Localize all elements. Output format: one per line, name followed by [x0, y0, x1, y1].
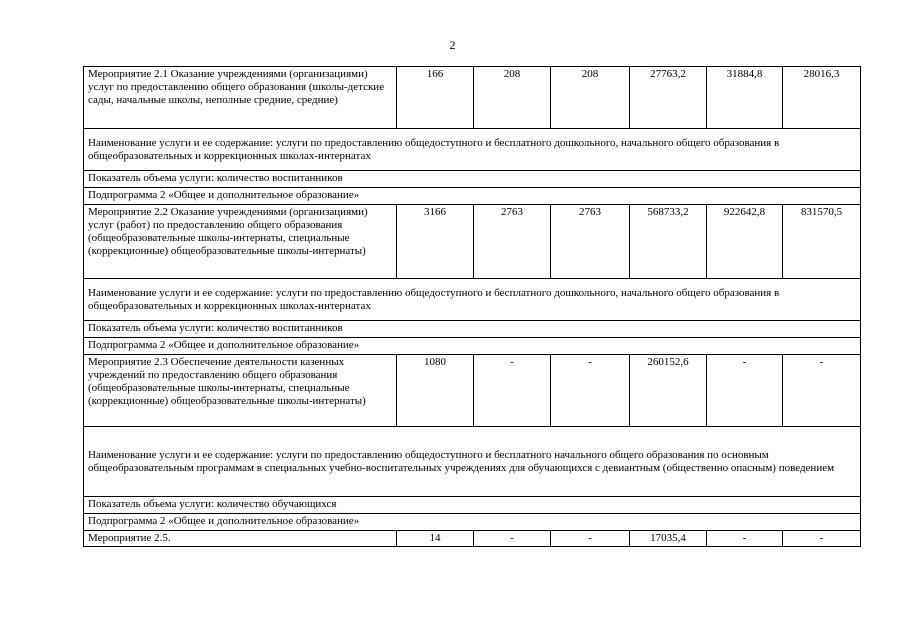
measure-row: [84, 355, 861, 427]
volume-indicator: Показатель объема услуги: количество обучающихся: [84, 497, 861, 514]
service-row: [84, 129, 861, 171]
value-cell: 1080: [397, 355, 474, 427]
value-cell: -: [707, 355, 783, 427]
subprogram-row: [84, 338, 861, 355]
service-row: [84, 427, 861, 497]
value-cell: 831570,5: [783, 205, 861, 279]
measure-row: [84, 205, 861, 279]
value-cell: 2763: [551, 205, 630, 279]
measure-row: [84, 67, 861, 129]
subprogram-title: Подпрограмма 2 «Общее и дополнительное образование»: [84, 338, 861, 355]
indicator-row: [84, 321, 861, 338]
value-cell: 28016,3: [783, 67, 861, 129]
page-number: 2: [449, 38, 456, 52]
value-cell: -: [474, 531, 551, 547]
value-cell: -: [707, 531, 783, 547]
value-cell: 2763: [474, 205, 551, 279]
value-cell: 568733,2: [630, 205, 707, 279]
value-cell: 260152,6: [630, 355, 707, 427]
subprogram-row: [84, 188, 861, 205]
value-cell: 922642,8: [707, 205, 783, 279]
measure-name: Мероприятие 2.2 Оказание учреждениями (организациями) услуг (работ) по предоставлению общего образования (общеобразовательные школы-интернаты, специальные (коррекционные) общеобразовательные школы-интернаты): [84, 205, 397, 279]
subprogram-title: Подпрограмма 2 «Общее и дополнительное образование»: [84, 188, 861, 205]
indicator-row: [84, 171, 861, 188]
value-cell: -: [474, 355, 551, 427]
value-cell: 208: [474, 67, 551, 129]
value-cell: 27763,2: [630, 67, 707, 129]
service-row: [84, 279, 861, 321]
service-description: Наименование услуги и ее содержание: услуги по предоставлению общедоступного и бесплатного дошкольного, начального общего образования в общеобразовательных и коррекционных школах-интернатах: [84, 129, 861, 171]
value-cell: 31884,8: [707, 67, 783, 129]
value-cell: -: [551, 355, 630, 427]
value-cell: -: [783, 531, 861, 547]
volume-indicator: Показатель объема услуги: количество воспитанников: [84, 321, 861, 338]
measure-name: Мероприятие 2.1 Оказание учреждениями (организациями) услуг по предоставлению общего образования (школы-детские сады, начальные школы, неполные средние, средние): [84, 67, 397, 129]
subprogram-title: Подпрограмма 2 «Общее и дополнительное образование»: [84, 514, 861, 531]
indicator-row: [84, 497, 861, 514]
service-description: Наименование услуги и ее содержание: услуги по предоставлению общедоступного и бесплатного начального общего образования по основным общеобразовательным программам в специальных учебно-воспитательных учреждениях для обучающихся с девиантным (общественно опасным) поведением: [84, 427, 861, 497]
volume-indicator: Показатель объема услуги: количество воспитанников: [84, 171, 861, 188]
subprogram-row: [84, 514, 861, 531]
measure-name: Мероприятие 2.5.: [84, 531, 397, 547]
value-cell: 3166: [397, 205, 474, 279]
value-cell: -: [551, 531, 630, 547]
value-cell: 14: [397, 531, 474, 547]
measure-name: Мероприятие 2.3 Обеспечение деятельности казенных учреждений по предоставлению общего образования (общеобразовательные школы-интернаты, специальные (коррекционные) общеобразовательные школы-интернаты): [84, 355, 397, 427]
service-description: Наименование услуги и ее содержание: услуги по предоставлению общедоступного и бесплатного дошкольного, начального общего образования в общеобразовательных и коррекционных школах-интернатах: [84, 279, 861, 321]
value-cell: 17035,4: [630, 531, 707, 547]
value-cell: -: [783, 355, 861, 427]
value-cell: 208: [551, 67, 630, 129]
value-cell: 166: [397, 67, 474, 129]
measure-row: [84, 531, 861, 547]
program-table: [83, 66, 861, 547]
